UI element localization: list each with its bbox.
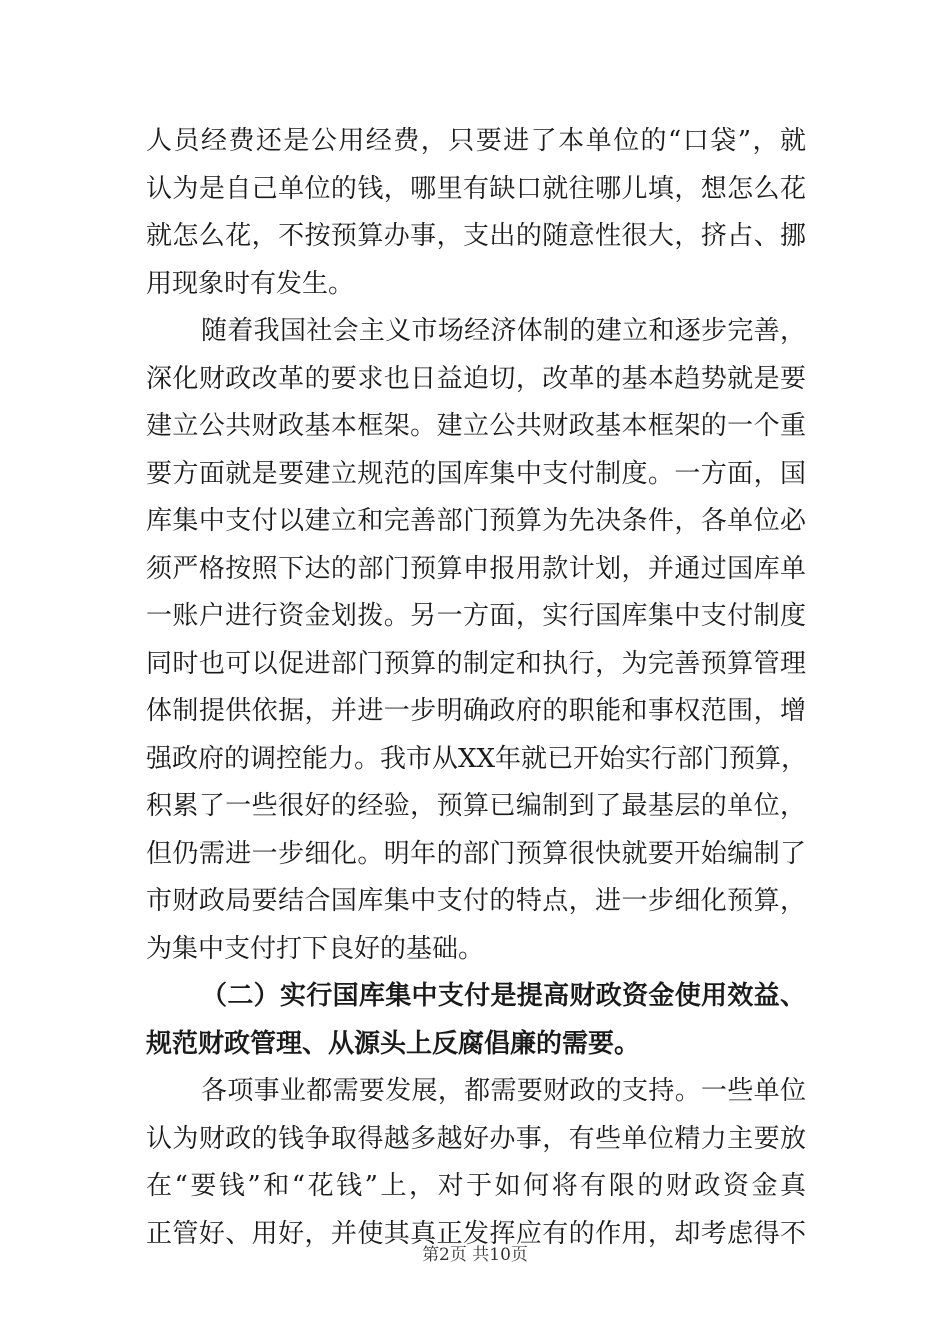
text-line: 用现象时有发生。	[146, 268, 355, 299]
text-line: 但仍需进一步细化。明年的部门预算很快就要开始编制了	[146, 838, 806, 869]
text-line: 随着我国社会主义市场经济体制的建立和逐步完善，	[201, 316, 806, 346]
text-line: 认为财政的钱争取得越多越好办事，有些单位精力主要放	[146, 1123, 806, 1154]
text-line: 要方面就是要建立规范的国库集中支付制度。一方面，国	[146, 458, 806, 489]
section-heading: （二）实行国库集中支付是提高财政资金使用效益、	[201, 981, 806, 1011]
text-line: 市财政局要结合国库集中支付的特点，进一步细化预算，	[146, 886, 806, 916]
text-line: 在“要钱”和“花钱”上，对于如何将有限的财政资金真	[146, 1171, 806, 1201]
text-line: 就怎么花，不按预算办事，支出的随意性很大，挤占、挪	[146, 221, 806, 251]
page-footer: 第2页 共10页	[422, 1245, 528, 1265]
text-line: 同时也可以促进部门预算的制定和执行，为完善预算管理	[146, 648, 806, 679]
text-line: 为集中支付打下良好的基础。	[146, 933, 485, 964]
text-line: 认为是自己单位的钱，哪里有缺口就往哪儿填，想怎么花	[146, 173, 806, 204]
section-heading: 规范财政管理、从源头上反腐倡廉的需要。	[146, 1028, 641, 1059]
text-line: 建立公共财政基本框架。建立公共财政基本框架的一个重	[146, 411, 806, 441]
text-line: 库集中支付以建立和完善部门预算为先决条件，各单位必	[146, 506, 806, 536]
text-line: 各项事业都需要发展，都需要财政的支持。一些单位	[201, 1076, 806, 1106]
text-line: 积累了一些很好的经验，预算已编制到了最基层的单位，	[146, 791, 806, 821]
text-line: 一账户进行资金划拨。另一方面，实行国库集中支付制度	[146, 601, 806, 631]
text-line: 体制提供依据，并进一步明确政府的职能和事权范围，增	[146, 696, 806, 726]
text-line: 人员经费还是公用经费，只要进了本单位的“口袋”，就	[146, 126, 806, 156]
text-line: 深化财政改革的要求也日益迫切，改革的基本趋势就是要	[146, 363, 806, 394]
text-line: 正管好、用好，并使其真正发挥应有的作用，却考虑得不	[146, 1218, 806, 1249]
text-line: 强政府的调控能力。我市从XX年就已开始实行部门预算，	[146, 743, 808, 774]
document-body	[146, 118, 806, 1258]
text-line: 须严格按照下达的部门预算申报用款计划，并通过国库单	[146, 553, 806, 584]
